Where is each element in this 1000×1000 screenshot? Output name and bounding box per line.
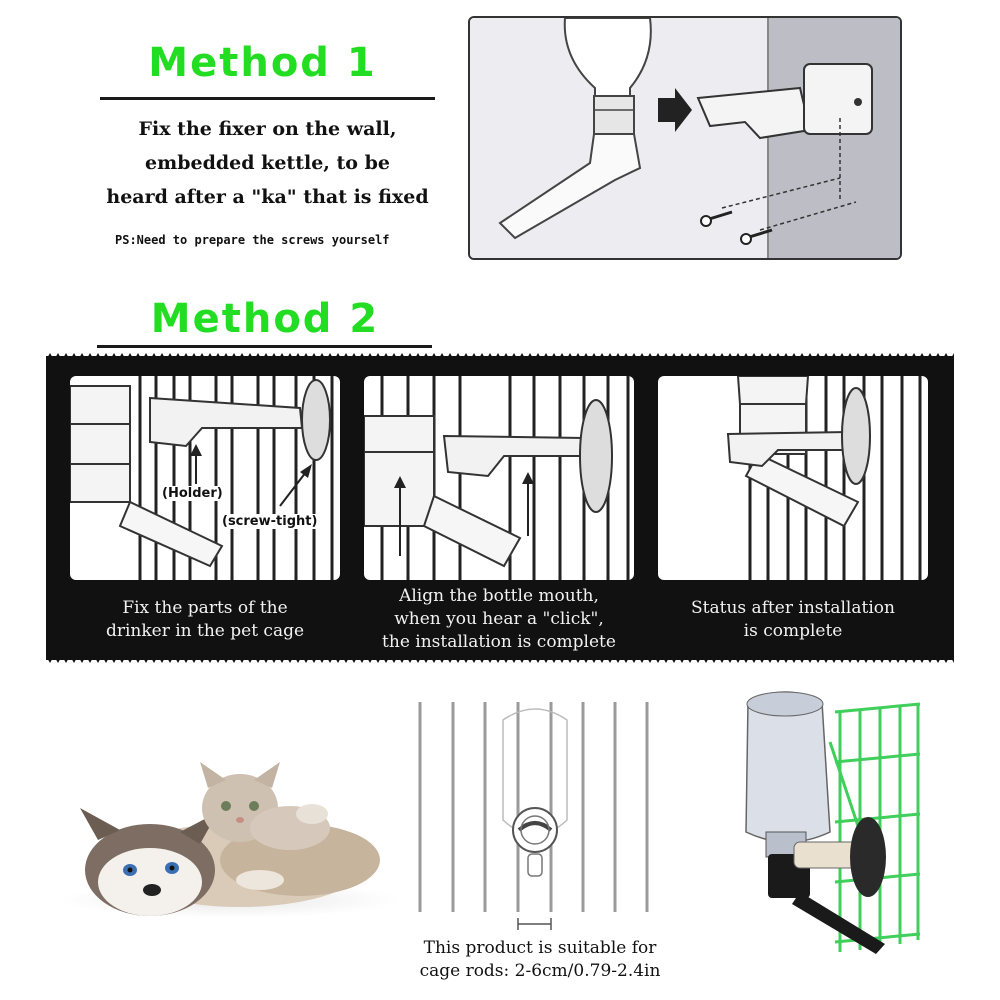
puppy-kitten-photo [50, 740, 400, 920]
method-1-title: Method 1 [148, 40, 377, 86]
method-1-line-3: heard after a "ka" that is fixed [106, 186, 429, 208]
cage-rod-diagram [405, 680, 675, 936]
step-2-caption [364, 585, 634, 654]
method-2-title: Method 2 [150, 296, 380, 342]
step-1-drawing [70, 376, 340, 580]
step-1-caption-line-1: Fix the parts of the [122, 598, 288, 618]
cage-rod-caption [405, 937, 675, 983]
step-2-caption-line-1: Align the bottle mouth, [399, 586, 599, 606]
installed-bottle-photo [730, 682, 930, 958]
method-1-line-1: Fix the fixer on the wall, [138, 118, 397, 140]
method-2-divider [97, 345, 432, 348]
cage-rod-caption-line-2: cage rods: 2-6cm/0.79-2.4in [419, 961, 661, 981]
step-3-drawing [658, 376, 928, 580]
step-1-caption-line-2: drinker in the pet cage [105, 621, 305, 641]
step-3-caption-line-1: Status after installation [691, 598, 895, 618]
method-1-ps-note: PS:Need to prepare the screws yourself [115, 233, 390, 247]
step-2-caption-line-2: when you hear a "click", [394, 609, 604, 629]
step-3-caption-line-2: is complete [743, 621, 843, 641]
banner-zigzag-top [46, 352, 954, 360]
banner-zigzag-bottom [46, 656, 954, 664]
cage-rod-caption-line-1: This product is suitable for [423, 938, 657, 958]
step-1-caption [70, 597, 340, 643]
wall-mount-illustration [468, 16, 902, 260]
step-1-image [70, 376, 340, 580]
holder-label: (Holder) [162, 486, 223, 501]
step-2-image [364, 376, 634, 580]
step-2-drawing [364, 376, 634, 580]
method-1-line-2: embedded kettle, to be [145, 152, 390, 174]
step-3-image [658, 376, 928, 580]
screw-tight-label: (screw-tight) [222, 514, 318, 529]
step-3-caption [658, 597, 928, 643]
wall-mount-drawing [470, 18, 900, 258]
method-1-instructions [100, 112, 435, 214]
step-2-caption-line-3: the installation is complete [382, 632, 616, 652]
method-1-divider [100, 97, 435, 100]
